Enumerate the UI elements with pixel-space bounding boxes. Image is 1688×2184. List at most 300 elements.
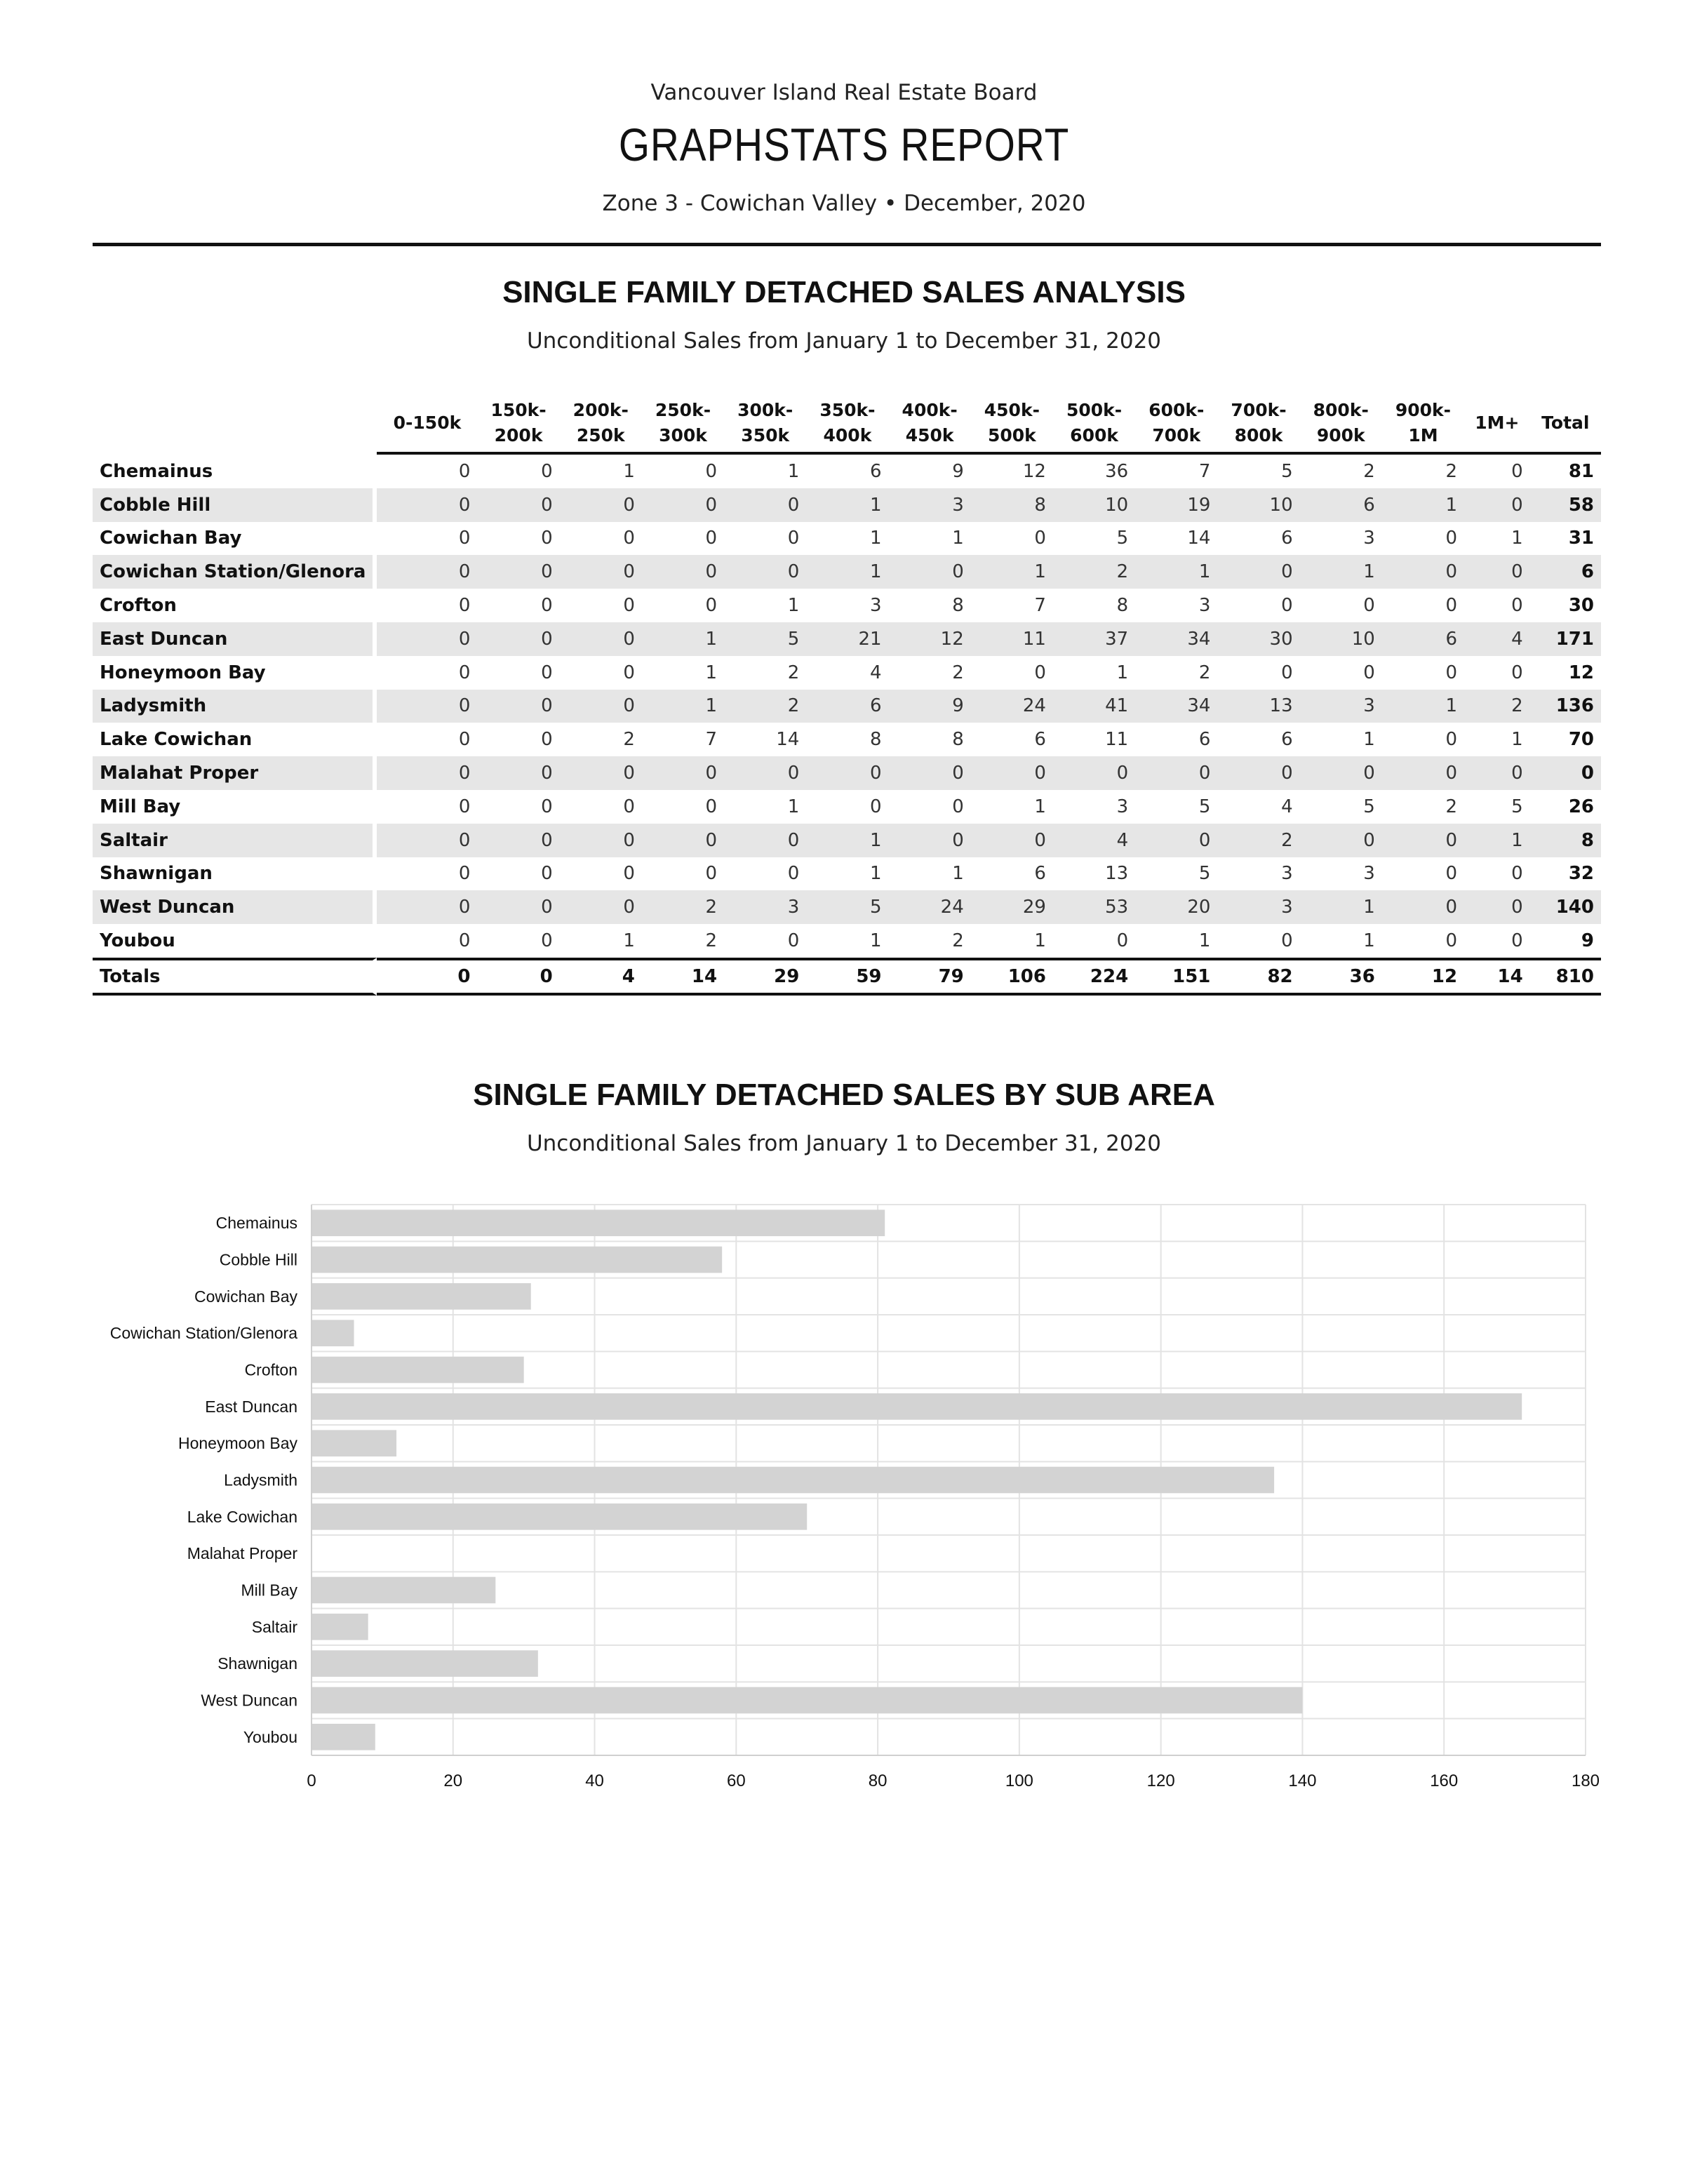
table-cell: 11 bbox=[971, 622, 1053, 656]
row-total: 140 bbox=[1530, 890, 1601, 924]
table-cell: 0 bbox=[971, 824, 1053, 857]
table-cell: 24 bbox=[889, 890, 971, 924]
bar bbox=[312, 1687, 1302, 1714]
x-tick-label: 180 bbox=[1571, 1771, 1600, 1790]
bar bbox=[312, 1357, 524, 1384]
row-total: 70 bbox=[1568, 729, 1594, 751]
table-cell: 3 bbox=[1363, 528, 1375, 549]
category-label: Saltair bbox=[251, 1617, 297, 1636]
table-cell: 5 bbox=[724, 622, 806, 656]
row-label: Cowichan Bay bbox=[93, 522, 377, 556]
table-cell: 1 bbox=[623, 460, 635, 482]
table-cell: 0 bbox=[1135, 824, 1217, 857]
table-cell: 0 bbox=[1281, 662, 1293, 683]
table-cell: 7 bbox=[1198, 460, 1211, 482]
bar bbox=[312, 1320, 354, 1346]
table-cell: 2 bbox=[1053, 555, 1135, 589]
row-label: Shawnigan bbox=[93, 857, 377, 891]
table-cell: 29 bbox=[724, 958, 806, 996]
x-tick-label: 160 bbox=[1430, 1771, 1459, 1790]
analysis-title: SINGLE FAMILY DETACHED SALES ANALYSIS bbox=[502, 275, 1186, 309]
x-tick-label: 40 bbox=[585, 1771, 604, 1790]
table-cell: 0 bbox=[1382, 756, 1464, 790]
bar bbox=[312, 1283, 531, 1310]
table-cell: 1 bbox=[806, 555, 888, 589]
table-cell: 5 bbox=[1511, 796, 1523, 817]
table-cell: 0 bbox=[623, 662, 635, 683]
table-cell: 41 bbox=[1053, 690, 1135, 723]
table-cell: 0 bbox=[1464, 890, 1530, 924]
table-cell: 6 bbox=[1198, 729, 1211, 751]
column-header-text: 900k- bbox=[1395, 400, 1452, 420]
x-tick-label: 140 bbox=[1288, 1771, 1317, 1790]
row-label: Cobble Hill bbox=[93, 488, 377, 522]
table-cell: 1 bbox=[869, 930, 882, 952]
table-cell: 0 bbox=[724, 488, 806, 522]
table-cell: 0 bbox=[377, 555, 477, 589]
table-cell: 1 bbox=[1300, 890, 1382, 924]
table-cell: 1 bbox=[1198, 930, 1211, 952]
table-cell: 9 bbox=[952, 460, 964, 482]
subarea-subtitle: Unconditional Sales from January 1 to December 31, 2020 bbox=[526, 1131, 1162, 1156]
table-cell: 30 bbox=[1217, 622, 1299, 656]
table-cell: 0 bbox=[541, 729, 553, 751]
x-tick-label: 60 bbox=[726, 1771, 746, 1790]
table-cell: 1 bbox=[642, 690, 724, 723]
column-header-text: 200k bbox=[494, 425, 543, 445]
row-total: 8 bbox=[1530, 824, 1601, 857]
table-cell: 0 bbox=[1511, 460, 1523, 482]
table-cell: 0 bbox=[458, 796, 471, 817]
row-label: Chemainus bbox=[93, 455, 377, 488]
column-header-text: 700k- bbox=[1231, 400, 1287, 420]
column-header-text: 500k- bbox=[1066, 400, 1123, 420]
table-cell: 2 bbox=[1445, 460, 1458, 482]
table-cell: 0 bbox=[787, 528, 800, 549]
table-cell: 0 bbox=[1281, 595, 1293, 617]
table-cell: 5 bbox=[1198, 796, 1211, 817]
table-cell: 0 bbox=[1382, 824, 1464, 857]
table-cell: 8 bbox=[952, 595, 964, 617]
table-cell: 0 bbox=[1511, 930, 1523, 952]
table-cell: 1 bbox=[952, 528, 964, 549]
table-cell: 2 bbox=[705, 930, 718, 952]
table-cell: 19 bbox=[1135, 488, 1217, 522]
bar bbox=[312, 1577, 495, 1604]
row-label: Lake Cowichan bbox=[93, 723, 377, 756]
table-cell: 106 bbox=[971, 958, 1053, 996]
table-cell: 5 bbox=[1363, 796, 1375, 817]
table-cell: 12 bbox=[889, 622, 971, 656]
table-cell: 20 bbox=[1135, 890, 1217, 924]
row-total: 136 bbox=[1530, 690, 1601, 723]
table-cell: 2 bbox=[1445, 796, 1458, 817]
column-header-text: 800k bbox=[1234, 425, 1283, 445]
category-label: Malahat Proper bbox=[187, 1544, 297, 1563]
column-header-text: 200k- bbox=[572, 400, 629, 420]
table-cell: 0 bbox=[377, 488, 477, 522]
column-header-text: 300k bbox=[659, 425, 707, 445]
table-cell: 0 bbox=[1300, 824, 1382, 857]
table-cell: 6 bbox=[1382, 622, 1464, 656]
table-cell: 0 bbox=[889, 756, 971, 790]
table-cell: 0 bbox=[377, 690, 477, 723]
category-label: Cowichan Bay bbox=[194, 1287, 297, 1306]
column-header-text: 500k bbox=[987, 425, 1036, 445]
table-cell: 0 bbox=[377, 756, 477, 790]
table-cell: 0 bbox=[458, 729, 471, 751]
table-cell: 0 bbox=[705, 528, 718, 549]
table-cell: 0 bbox=[623, 796, 635, 817]
table-cell: 0 bbox=[1281, 930, 1293, 952]
row-label: West Duncan bbox=[93, 890, 377, 924]
row-label: Totals bbox=[93, 958, 377, 996]
table-cell: 14 bbox=[1187, 528, 1211, 549]
row-label: Youbou bbox=[93, 924, 377, 958]
table-cell: 10 bbox=[1300, 622, 1382, 656]
table-cell: 0 bbox=[642, 824, 724, 857]
table-cell: 6 bbox=[1034, 729, 1046, 751]
table-cell: 0 bbox=[560, 890, 642, 924]
table-cell: 0 bbox=[705, 796, 718, 817]
table-cell: 1 bbox=[705, 662, 718, 683]
category-label: East Duncan bbox=[205, 1397, 297, 1416]
table-cell: 0 bbox=[1217, 756, 1299, 790]
table-cell: 0 bbox=[1445, 662, 1458, 683]
table-cell: 0 bbox=[642, 555, 724, 589]
row-label: Malahat Proper bbox=[93, 756, 377, 790]
table-cell: 34 bbox=[1135, 622, 1217, 656]
table-cell: 151 bbox=[1135, 958, 1217, 996]
category-label: Ladysmith bbox=[224, 1470, 297, 1489]
row-label: Saltair bbox=[93, 824, 377, 857]
row-total: 32 bbox=[1568, 863, 1594, 885]
table-cell: 2 bbox=[787, 662, 800, 683]
table-cell: 0 bbox=[869, 796, 882, 817]
table-cell: 0 bbox=[541, 528, 553, 549]
table-cell: 59 bbox=[806, 958, 888, 996]
table-cell: 2 bbox=[1363, 460, 1375, 482]
table-cell: 6 bbox=[1300, 488, 1382, 522]
table-cell: 2 bbox=[952, 930, 964, 952]
table-cell: 0 bbox=[477, 622, 559, 656]
table-cell: 0 bbox=[1445, 528, 1458, 549]
x-tick-label: 20 bbox=[443, 1771, 463, 1790]
table-cell: 1 bbox=[1300, 555, 1382, 589]
table-cell: 0 bbox=[971, 756, 1053, 790]
category-label: Youbou bbox=[243, 1727, 297, 1746]
table-cell: 1 bbox=[869, 863, 882, 885]
table-cell: 8 bbox=[1116, 595, 1129, 617]
table-cell: 0 bbox=[1511, 662, 1523, 683]
table-cell: 4 bbox=[1464, 622, 1530, 656]
table-cell: 13 bbox=[1217, 690, 1299, 723]
column-header-text: 1M+ bbox=[1475, 413, 1520, 433]
table-cell: 4 bbox=[869, 662, 882, 683]
category-label: West Duncan bbox=[201, 1691, 297, 1710]
table-cell: 0 bbox=[1053, 756, 1135, 790]
table-cell: 3 bbox=[1198, 595, 1211, 617]
column-header-text: 700k bbox=[1152, 425, 1201, 445]
table-cell: 0 bbox=[787, 930, 800, 952]
table-cell: 0 bbox=[1464, 756, 1530, 790]
table-cell: 0 bbox=[1300, 756, 1382, 790]
category-label: Lake Cowichan bbox=[187, 1507, 297, 1526]
category-label: Honeymoon Bay bbox=[177, 1434, 297, 1453]
row-label: Crofton bbox=[93, 589, 377, 622]
table-cell: 4 bbox=[1281, 796, 1293, 817]
table-cell: 0 bbox=[458, 460, 471, 482]
table-cell: 0 bbox=[477, 488, 559, 522]
column-header-text: 350k- bbox=[819, 400, 876, 420]
table-cell: 9 bbox=[889, 690, 971, 723]
table-cell: 2 bbox=[724, 690, 806, 723]
column-header-text: 250k bbox=[576, 425, 625, 445]
row-total: 9 bbox=[1581, 930, 1594, 952]
table-cell: 0 bbox=[1464, 555, 1530, 589]
row-total: 81 bbox=[1568, 460, 1594, 482]
table-cell: 0 bbox=[458, 930, 471, 952]
table-cell: 3 bbox=[1116, 796, 1129, 817]
table-cell: 0 bbox=[623, 595, 635, 617]
bar bbox=[312, 1650, 538, 1677]
table-cell: 5 bbox=[1198, 863, 1211, 885]
column-header-text: 0-150k bbox=[393, 413, 462, 433]
column-header-text: Total bbox=[1541, 413, 1590, 433]
table-cell: 8 bbox=[869, 729, 882, 751]
table-cell: 10 bbox=[1217, 488, 1299, 522]
table-cell: 1 bbox=[1116, 662, 1129, 683]
row-total: 58 bbox=[1530, 488, 1601, 522]
table-cell: 0 bbox=[724, 555, 806, 589]
table-cell: 3 bbox=[1300, 690, 1382, 723]
row-label: Cowichan Station/Glenora bbox=[93, 555, 377, 589]
x-tick-label: 80 bbox=[868, 1771, 887, 1790]
table-cell: 53 bbox=[1053, 890, 1135, 924]
table-cell: 1 bbox=[1363, 930, 1375, 952]
table-cell: 0 bbox=[377, 622, 477, 656]
table-cell: 4 bbox=[1053, 824, 1135, 857]
table-cell: 0 bbox=[1445, 863, 1458, 885]
table-cell: 0 bbox=[377, 824, 477, 857]
column-header-text: 400k bbox=[823, 425, 872, 445]
column-header-text: 150k- bbox=[490, 400, 547, 420]
table-cell: 1 bbox=[787, 595, 800, 617]
table-cell: 0 bbox=[1034, 528, 1046, 549]
column-header-text: 250k- bbox=[655, 400, 711, 420]
table-cell: 0 bbox=[477, 690, 559, 723]
category-label: Cobble Hill bbox=[219, 1250, 297, 1269]
table-cell: 0 bbox=[1034, 662, 1046, 683]
row-total: 0 bbox=[1530, 756, 1601, 790]
table-cell: 5 bbox=[1116, 528, 1129, 549]
table-cell: 0 bbox=[541, 595, 553, 617]
table-cell: 0 bbox=[724, 824, 806, 857]
bar bbox=[312, 1210, 885, 1236]
table-cell: 0 bbox=[705, 595, 718, 617]
table-cell: 6 bbox=[1281, 729, 1293, 751]
table-cell: 79 bbox=[889, 958, 971, 996]
table-cell: 0 bbox=[560, 690, 642, 723]
table-cell: 11 bbox=[1105, 729, 1129, 751]
table-cell: 0 bbox=[541, 460, 553, 482]
table-cell: 1 bbox=[1511, 729, 1523, 751]
table-cell: 1 bbox=[642, 622, 724, 656]
table-cell: 0 bbox=[377, 890, 477, 924]
table-cell: 0 bbox=[1511, 863, 1523, 885]
column-header-text: 1M bbox=[1408, 425, 1438, 445]
bar bbox=[312, 1724, 375, 1750]
bar bbox=[312, 1614, 368, 1640]
x-tick-label: 0 bbox=[307, 1771, 316, 1790]
table-cell: 0 bbox=[787, 863, 800, 885]
table-cell: 21 bbox=[806, 622, 888, 656]
bar bbox=[312, 1247, 722, 1273]
table-cell: 4 bbox=[560, 958, 642, 996]
table-cell: 0 bbox=[1445, 930, 1458, 952]
column-header-text: 400k- bbox=[902, 400, 958, 420]
table-cell: 0 bbox=[477, 756, 559, 790]
column-header-text: 600k bbox=[1070, 425, 1118, 445]
table-cell: 0 bbox=[541, 863, 553, 885]
category-label: Mill Bay bbox=[241, 1581, 297, 1600]
table-cell: 3 bbox=[889, 488, 971, 522]
table-cell: 1 bbox=[1135, 555, 1217, 589]
table-cell: 0 bbox=[560, 555, 642, 589]
bar bbox=[312, 1503, 807, 1530]
bar bbox=[312, 1393, 1522, 1420]
table-cell: 0 bbox=[1445, 729, 1458, 751]
category-label: Cowichan Station/Glenora bbox=[109, 1324, 297, 1343]
row-total: 31 bbox=[1568, 528, 1594, 549]
table-cell: 1 bbox=[952, 863, 964, 885]
analysis-subtitle: Unconditional Sales from January 1 to December 31, 2020 bbox=[526, 328, 1162, 354]
x-tick-label: 100 bbox=[1005, 1771, 1033, 1790]
table-cell: 0 bbox=[705, 863, 718, 885]
table-cell: 2 bbox=[623, 729, 635, 751]
table-cell: 0 bbox=[623, 528, 635, 549]
table-cell: 0 bbox=[377, 958, 477, 996]
table-cell: 37 bbox=[1053, 622, 1135, 656]
table-cell: 0 bbox=[477, 958, 559, 996]
column-header-text: 450k- bbox=[984, 400, 1040, 420]
table-cell: 82 bbox=[1217, 958, 1299, 996]
table-cell: 0 bbox=[541, 796, 553, 817]
table-cell: 0 bbox=[642, 488, 724, 522]
table-cell: 24 bbox=[971, 690, 1053, 723]
table-cell: 0 bbox=[724, 756, 806, 790]
table-cell: 7 bbox=[705, 729, 718, 751]
table-cell: 1 bbox=[806, 824, 888, 857]
column-header-text: 450k bbox=[905, 425, 954, 445]
table-cell: 10 bbox=[1053, 488, 1135, 522]
table-cell: 2 bbox=[952, 662, 964, 683]
table-cell: 0 bbox=[705, 460, 718, 482]
row-total: 12 bbox=[1568, 662, 1594, 683]
row-label: Honeymoon Bay bbox=[93, 656, 377, 690]
bar bbox=[312, 1467, 1274, 1494]
table-cell: 0 bbox=[560, 756, 642, 790]
row-total: 171 bbox=[1530, 622, 1601, 656]
table-cell: 0 bbox=[623, 863, 635, 885]
table-cell: 5 bbox=[806, 890, 888, 924]
table-cell: 1 bbox=[1464, 824, 1530, 857]
table-cell: 14 bbox=[1464, 958, 1530, 996]
table-cell: 0 bbox=[477, 890, 559, 924]
table-cell: 3 bbox=[1217, 890, 1299, 924]
table-cell: 1 bbox=[1034, 930, 1046, 952]
column-header-text: 350k bbox=[741, 425, 790, 445]
report-subtitle: Zone 3 - Cowichan Valley • December, 2020 bbox=[602, 191, 1086, 216]
column-header-text: 300k- bbox=[737, 400, 793, 420]
table-cell: 1 bbox=[1034, 796, 1046, 817]
table-cell: 1 bbox=[787, 796, 800, 817]
report-title: GRAPHSTATS REPORT bbox=[618, 119, 1070, 170]
column-header-text: 800k- bbox=[1313, 400, 1369, 420]
table-cell: 2 bbox=[1198, 662, 1211, 683]
table-cell: 29 bbox=[971, 890, 1053, 924]
table-cell: 0 bbox=[1382, 890, 1464, 924]
column-header-text: 900k bbox=[1316, 425, 1365, 445]
x-tick-label: 120 bbox=[1146, 1771, 1175, 1790]
table-cell: 0 bbox=[806, 756, 888, 790]
table-cell: 6 bbox=[1281, 528, 1293, 549]
table-cell: 0 bbox=[1382, 555, 1464, 589]
row-label: East Duncan bbox=[93, 622, 377, 656]
row-label: Mill Bay bbox=[93, 790, 377, 824]
table-cell: 0 bbox=[458, 595, 471, 617]
table-cell: 0 bbox=[889, 824, 971, 857]
table-cell: 0 bbox=[458, 863, 471, 885]
table-cell: 0 bbox=[541, 662, 553, 683]
category-label: Chemainus bbox=[215, 1214, 297, 1233]
table-cell: 0 bbox=[1217, 555, 1299, 589]
table-cell: 0 bbox=[477, 555, 559, 589]
table-cell: 3 bbox=[1363, 863, 1375, 885]
table-cell: 0 bbox=[1135, 756, 1217, 790]
table-cell: 1 bbox=[623, 930, 635, 952]
row-total: 810 bbox=[1530, 958, 1601, 996]
table-cell: 0 bbox=[642, 756, 724, 790]
table-cell: 0 bbox=[458, 662, 471, 683]
table-cell: 12 bbox=[1382, 958, 1464, 996]
table-cell: 224 bbox=[1053, 958, 1135, 996]
table-cell: 0 bbox=[458, 528, 471, 549]
table-cell: 0 bbox=[1464, 488, 1530, 522]
table-cell: 8 bbox=[971, 488, 1053, 522]
table-cell: 14 bbox=[776, 729, 800, 751]
table-cell: 1 bbox=[869, 528, 882, 549]
column-header-text: 600k- bbox=[1148, 400, 1205, 420]
category-label: Crofton bbox=[244, 1360, 297, 1379]
row-total: 30 bbox=[1568, 595, 1594, 617]
table-cell: 14 bbox=[642, 958, 724, 996]
table-cell: 1 bbox=[1511, 528, 1523, 549]
table-cell: 0 bbox=[541, 930, 553, 952]
category-label: Shawnigan bbox=[217, 1654, 297, 1673]
table-cell: 0 bbox=[889, 555, 971, 589]
table-cell: 3 bbox=[869, 595, 882, 617]
table-cell: 2 bbox=[1464, 690, 1530, 723]
table-cell: 0 bbox=[952, 796, 964, 817]
table-cell: 6 bbox=[869, 460, 882, 482]
table-cell: 1 bbox=[787, 460, 800, 482]
bar bbox=[312, 1430, 396, 1456]
table-cell: 0 bbox=[1445, 595, 1458, 617]
table-cell: 1 bbox=[1382, 690, 1464, 723]
table-cell: 6 bbox=[806, 690, 888, 723]
table-cell: 5 bbox=[1281, 460, 1293, 482]
